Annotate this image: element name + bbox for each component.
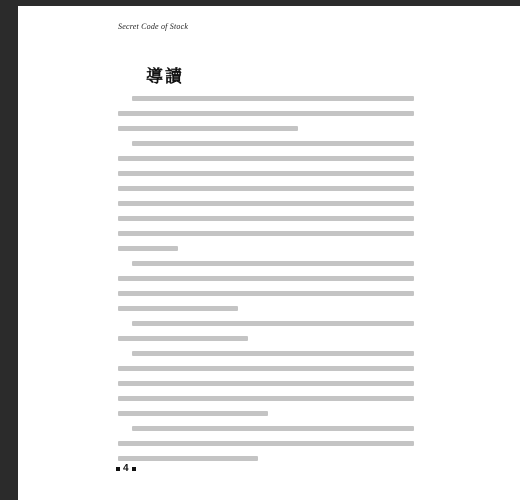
left-border [0, 6, 18, 500]
text-line-placeholder [118, 276, 414, 281]
square-icon [132, 467, 136, 471]
text-line-placeholder [118, 246, 178, 251]
text-line-placeholder [118, 216, 414, 221]
top-border [0, 0, 520, 6]
text-line-placeholder [118, 306, 238, 311]
text-line-placeholder [118, 396, 414, 401]
paragraph-placeholder [118, 426, 414, 461]
text-line-placeholder [118, 186, 414, 191]
running-header: Secret Code of Stock [118, 22, 189, 31]
text-line-placeholder [118, 366, 414, 371]
text-line-placeholder [132, 141, 414, 146]
text-line-placeholder [118, 381, 414, 386]
text-line-placeholder [118, 111, 414, 116]
text-line-placeholder [132, 321, 414, 326]
text-line-placeholder [132, 426, 414, 431]
text-line-placeholder [132, 351, 414, 356]
paragraph-placeholder [118, 321, 414, 341]
text-line-placeholder [118, 156, 414, 161]
paragraph-placeholder [118, 96, 414, 131]
text-line-placeholder [118, 456, 258, 461]
body-text [118, 96, 414, 471]
text-line-placeholder [118, 411, 268, 416]
text-line-placeholder [132, 261, 414, 266]
text-line-placeholder [118, 336, 248, 341]
paragraph-placeholder [118, 261, 414, 311]
text-line-placeholder [118, 441, 414, 446]
paragraph-placeholder [118, 141, 414, 251]
text-line-placeholder [118, 201, 414, 206]
text-line-placeholder [118, 291, 414, 296]
text-line-placeholder [118, 231, 414, 236]
page-footer [116, 463, 136, 474]
text-line-placeholder [118, 126, 298, 131]
paragraph-placeholder [118, 351, 414, 416]
text-line-placeholder [132, 96, 414, 101]
chapter-title: 導讀 [146, 67, 184, 87]
page-number: 4 [123, 463, 129, 474]
square-icon [116, 467, 120, 471]
text-line-placeholder [118, 171, 414, 176]
